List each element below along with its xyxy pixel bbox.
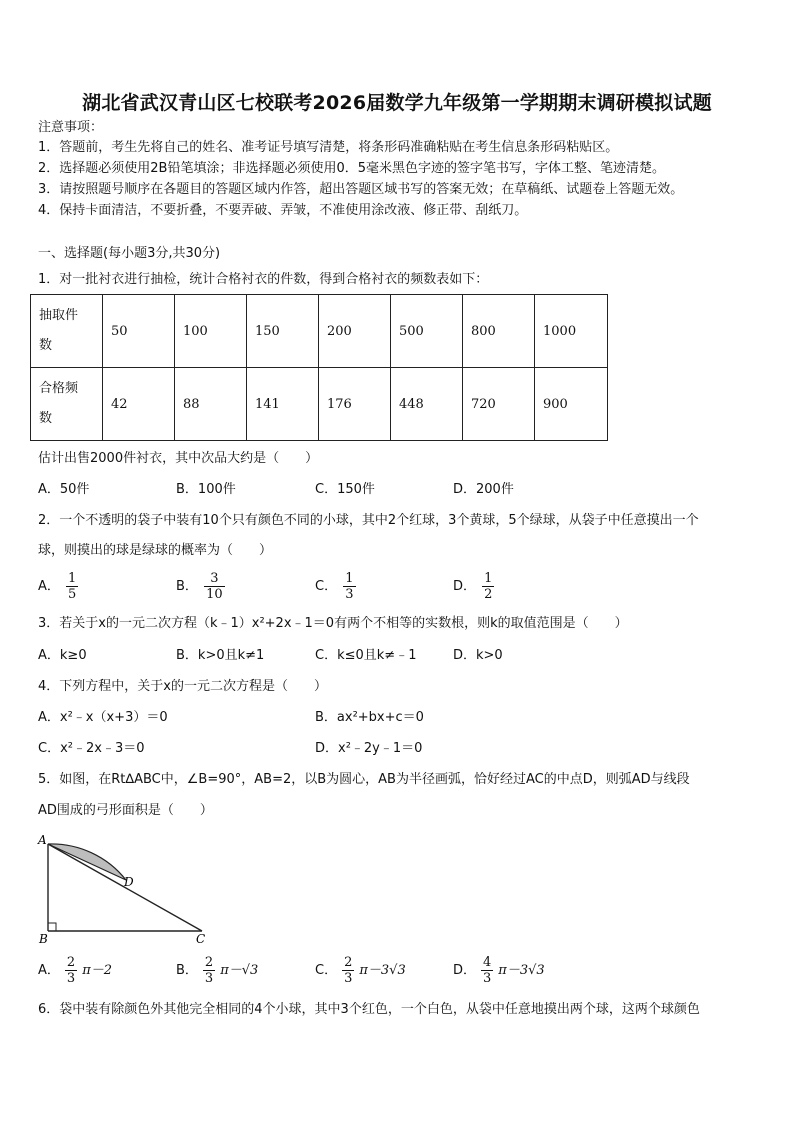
option-c[interactable] xyxy=(315,955,406,986)
option-label: A． xyxy=(38,962,60,978)
question-3-stem: 3．若关于x的一元二次方程（k﹣1）x²+2x﹣1＝0有两个不相等的实数根，则k的取值范围是（ ） xyxy=(38,616,628,631)
option-b[interactable]: B．ax²+bx+c＝0 xyxy=(315,710,424,725)
table-cell: 42 xyxy=(103,368,175,441)
option-d[interactable]: D．200件 xyxy=(453,482,514,497)
triangle-figure xyxy=(30,828,220,948)
expression: π－√3 xyxy=(220,962,259,978)
option-label: D． xyxy=(453,579,477,594)
question-4-stem: 4．下列方程中，关于x的一元二次方程是（ ） xyxy=(38,679,327,694)
notice-heading: 注意事项： xyxy=(38,120,104,135)
option-label: C． xyxy=(315,579,338,594)
option-c[interactable]: C．150件 xyxy=(315,482,375,497)
table-row xyxy=(31,368,608,441)
option-a[interactable]: A．k≥0 xyxy=(38,648,87,663)
question-2-stem-cont: 球，则摸出的球是绿球的概率为（ ） xyxy=(38,543,273,558)
header-text: 合格频 xyxy=(39,381,79,396)
option-b[interactable]: B．k>0且k≠1 xyxy=(176,648,265,663)
table-cell: 200 xyxy=(319,295,391,368)
shaded-segment xyxy=(48,844,126,880)
fraction: $\frac{1}{5}$ xyxy=(68,571,77,602)
option-a[interactable] xyxy=(38,955,112,986)
table-row xyxy=(31,295,608,368)
option-label: A． xyxy=(38,579,60,594)
option-b[interactable] xyxy=(176,571,227,602)
notice-item: 2．选择题必须使用2B铅笔填涂；非选择题必须使用0．5毫米黑色字迹的签字笔书写，字体工整、笔迹清楚。 xyxy=(38,161,666,176)
fraction: $\frac{2}{3}$ xyxy=(204,955,214,986)
question-6-stem: 6．袋中装有除颜色外其他完全相同的4个小球，其中3个红色，一个白色，从袋中任意地摸出两个球，这两个球颜色 xyxy=(38,1002,700,1017)
fraction: $\frac{3}{10}$ xyxy=(206,571,223,602)
option-b[interactable]: B．100件 xyxy=(176,482,236,497)
table-row-header xyxy=(31,368,103,441)
fraction: $\frac{2}{3}$ xyxy=(66,955,76,986)
header-text: 数 xyxy=(39,411,53,426)
table-cell: 176 xyxy=(319,368,391,441)
option-c[interactable]: C．x²﹣2x﹣3＝0 xyxy=(38,741,145,756)
right-angle-mark xyxy=(48,923,56,931)
expression: π－3√3 xyxy=(498,962,545,978)
option-d[interactable]: D．k>0 xyxy=(453,648,503,663)
fraction: $\frac{1}{2}$ xyxy=(484,571,493,602)
table-cell: 88 xyxy=(175,368,247,441)
table-cell: 900 xyxy=(535,368,608,441)
table-cell: 50 xyxy=(103,295,175,368)
table-cell: 500 xyxy=(391,295,463,368)
question-1-followup: 估计出售2000件衬衣，其中次品大约是（ ） xyxy=(38,451,319,466)
header-text: 数 xyxy=(39,338,53,353)
notice-item: 4．保持卡面清洁，不要折叠，不要弄破、弄皱，不准使用涂改液、修正带、刮纸刀。 xyxy=(38,203,528,218)
option-b[interactable] xyxy=(176,955,258,986)
option-label: D． xyxy=(453,962,477,978)
table-cell: 448 xyxy=(391,368,463,441)
point-label: C xyxy=(196,932,206,946)
option-label: C． xyxy=(315,962,338,978)
point-label: A xyxy=(38,833,47,847)
table-cell: 800 xyxy=(463,295,535,368)
option-label: B． xyxy=(176,579,198,594)
option-c[interactable] xyxy=(315,571,358,602)
question-5-stem: 5．如图，在Rt∆ABC中，∠B=90°，AB=2，以B为圆心，AB为半径画弧，恰好经过AC的中点D，则弧AD与线段 xyxy=(38,772,690,787)
option-c[interactable]: C．k≤0且k≠﹣1 xyxy=(315,648,417,663)
page-title: 湖北省武汉青山区七校联考2026届数学九年级第一学期期末调研模拟试题 xyxy=(82,92,712,114)
point-label: D xyxy=(124,875,134,889)
notice-item: 3．请按照题号顺序在各题目的答题区域内作答，超出答题区域书写的答案无效；在草稿纸、试题卷上答题无效。 xyxy=(38,182,684,197)
option-a[interactable]: A．x²﹣x（x+3）＝0 xyxy=(38,710,168,725)
table-cell: 150 xyxy=(247,295,319,368)
fraction: $\frac{4}{3}$ xyxy=(483,955,492,986)
frequency-table xyxy=(30,294,608,441)
table-cell: 720 xyxy=(463,368,535,441)
expression: π－2 xyxy=(82,962,113,978)
fraction: $\frac{2}{3}$ xyxy=(344,955,353,986)
question-1-stem: 1．对一批衬衣进行抽检，统计合格衬衣的件数，得到合格衬衣的频数表如下： xyxy=(38,272,489,287)
option-label: B． xyxy=(176,962,198,978)
question-5-stem-cont: AD围成的弓形面积是（ ） xyxy=(38,803,213,818)
option-d[interactable] xyxy=(453,571,496,602)
table-row-header xyxy=(31,295,103,368)
table-cell: 100 xyxy=(175,295,247,368)
question-2-stem: 2．一个不透明的袋子中装有10个只有颜色不同的小球，其中2个红球，3个黄球，5个绿球，从袋子中任意摸出一个 xyxy=(38,513,699,528)
expression: π－3√3 xyxy=(359,962,406,978)
option-a[interactable]: A．50件 xyxy=(38,482,90,497)
table-cell: 1000 xyxy=(535,295,608,368)
point-label: B xyxy=(39,932,48,946)
option-d[interactable]: D．x²﹣2y﹣1＝0 xyxy=(315,741,423,756)
fraction: $\frac{1}{3}$ xyxy=(345,571,354,602)
header-text: 抽取件 xyxy=(39,308,79,323)
option-d[interactable] xyxy=(453,955,545,986)
option-a[interactable] xyxy=(38,571,80,602)
notice-item: 1．答题前，考生先将自己的姓名、准考证号填写清楚，将条形码准确粘贴在考生信息条形码粘贴区。 xyxy=(38,140,619,155)
section-heading: 一、选择题(每小题3分,共30分) xyxy=(38,246,221,261)
table-cell: 141 xyxy=(247,368,319,441)
